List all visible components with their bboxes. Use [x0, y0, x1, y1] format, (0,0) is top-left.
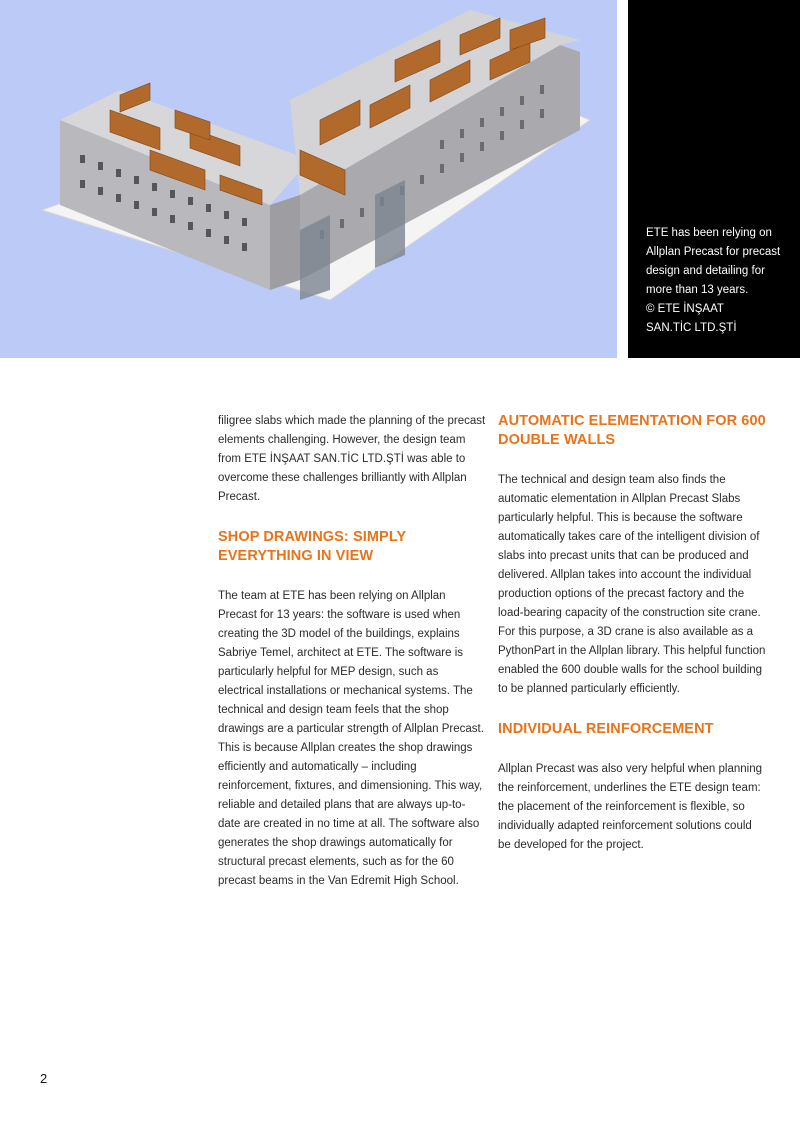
section-heading-shop-drawings: SHOP DRAWINGS: SIMPLY EVERYTHING IN VIEW	[218, 529, 406, 564]
caption-panel	[628, 0, 800, 358]
individual-reinforcement-paragraph: Allplan Precast was also very helpful when planning the reinforcement, underlines the ETE design team: the placement of the reinforcement is flexible, so individually adapted reinforcement solutions could be developed for the project.	[498, 763, 763, 851]
hero-image	[0, 0, 617, 358]
right-column	[498, 412, 766, 855]
section-heading-automatic-elementation: AUTOMATIC ELEMENTATION FOR 600 DOUBLE WALLS	[498, 413, 766, 448]
shop-drawings-paragraph: The team at ETE has been relying on Allplan Precast for 13 years: the software is used when creating the 3D model of the buildings, explains Sabriye Temel, architect at ETE. The software is particularly helpful for MEP design, such as electrical installations or mechanical systems. The technical and design team feels that the shop drawings are a particular strength of Allplan Precast. This is because Allplan creates the shop drawings efficiently and automatically – including reinforcement, fixtures, and dimensioning. This way, reliable and detailed plans that are always up-to-date are created in no time at all. The software also generates the shop drawings automatically for structural precast elements, such as for the 60 precast beams in the Van Edremit High School.	[218, 590, 484, 887]
image-caption: ETE has been relying on Allplan Precast for precast design and detailing for more than 13 years. © ETE İNŞAAT SAN.TİC LTD.ŞTİ	[646, 227, 781, 334]
automatic-elementation-paragraph: The technical and design team also finds the automatic elementation in Allplan Precast Slabs particularly helpful. This is because the software automatically takes care of the intelligent division of slabs into precast units that can be produced and delivered. Allplan takes into account the individual production options of the precast factory and the load-bearing capacity of the construction site crane. For this purpose, a 3D crane is also available as a PythonPart in the Allplan library. This helpful function enabled the 600 double walls for the school building to be planned particularly efficiently.	[498, 474, 766, 695]
building-model-illustration	[0, 0, 617, 358]
page-number: 2	[40, 1071, 48, 1086]
section-heading-individual-reinforcement: INDIVIDUAL REINFORCEMENT	[498, 721, 714, 737]
intro-paragraph: filigree slabs which made the planning of the precast elements challenging. However, the design team from ETE İNŞAAT SAN.TİC LTD.ŞTİ was able to overcome these challenges brilliantly with Allplan Precast.	[218, 415, 486, 503]
left-column	[218, 412, 486, 891]
